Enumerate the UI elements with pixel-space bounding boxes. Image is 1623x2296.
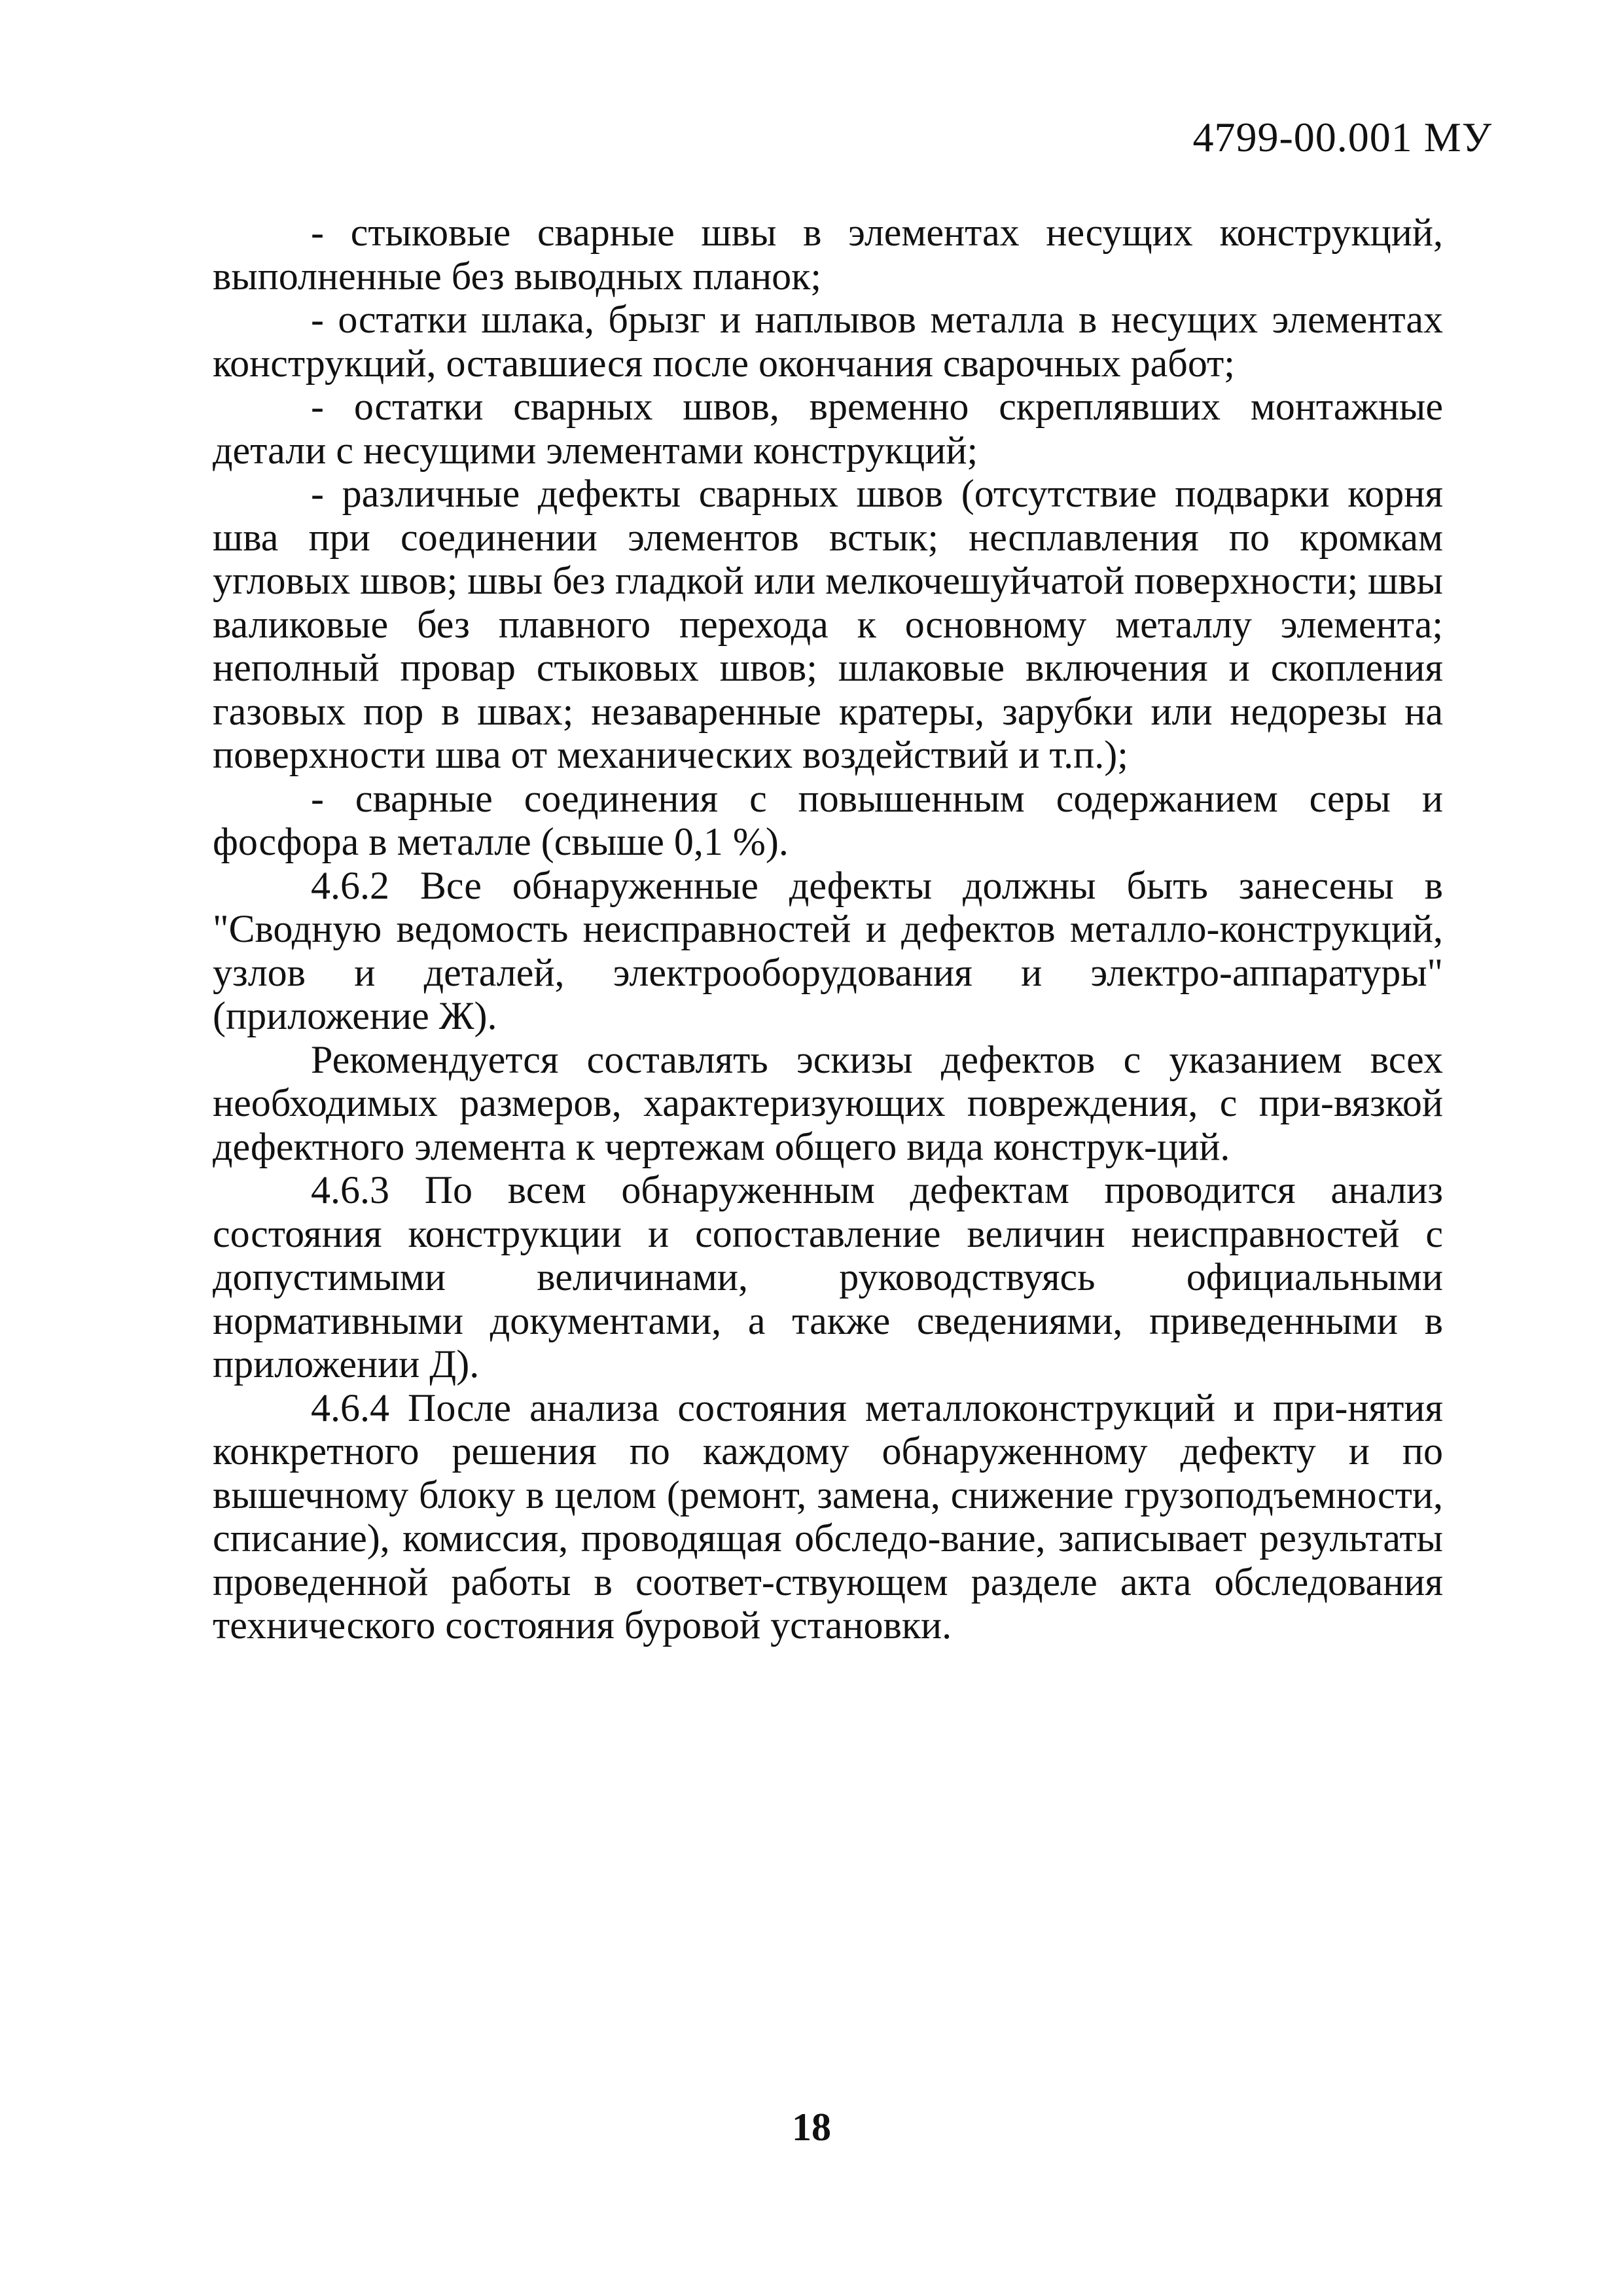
document-code: 4799-00.001 МУ (1192, 114, 1492, 160)
paragraph-butt-welds: - стыковые сварные швы в элементах несущих конструкций, выполненные без выводных планок; (213, 211, 1443, 298)
paragraph-temporary-welds: - остатки сварных швов, временно скреплявших монтажные детали с несущими элементами конструкций; (213, 385, 1443, 472)
paragraph-4-6-4: 4.6.4 После анализа состояния металлоконструкций и при-нятия конкретного решения по каждому обнаруженному дефекту и по вышечному блоку в целом (ремонт, замена, снижение грузоподъемности, списание), комиссия, проводящая обследо-вание, записывает результаты проведенной работы в соответ-ствующем разделе акта обследования технического состояния буровой установки. (213, 1386, 1443, 1647)
body-text (213, 211, 1443, 1647)
paragraph-weld-defects: - различные дефекты сварных швов (отсутствие подварки корня шва при соединении элементов встык; несплавления по кромкам угловых швов; швы без гладкой или мелкочешуйчатой поверхности; швы валиковые без плавного перехода к основному металлу элемента; неполный провар стыковых швов; шлаковые включения и скопления газовых пор в швах; незаваренные кратеры, зарубки или недорезы на поверхности шва от механических воздействий и т.п.); (213, 472, 1443, 776)
paragraph-4-6-3: 4.6.3 По всем обнаруженным дефектам проводится анализ состояния конструкции и сопоставление величин неисправностей с допустимыми величинами, руководствуясь официальными нормативными документами, а также сведениями, приведенными в приложении Д). (213, 1168, 1443, 1386)
paragraph-slag-residues: - остатки шлака, брызг и наплывов металла в несущих элементах конструкций, оставшиеся после окончания сварочных работ; (213, 298, 1443, 385)
paragraph-4-6-2: 4.6.2 Все обнаруженные дефекты должны быть занесены в "Сводную ведомость неисправностей и дефектов металло-конструкций, узлов и деталей, электрооборудования и электро-аппаратуры" (приложение Ж). (213, 863, 1443, 1037)
page-number: 18 (792, 2106, 831, 2149)
paragraph-sulfur-phosphorus: - сварные соединения с повышенным содержанием серы и фосфора в металле (свыше 0,1 %). (213, 776, 1443, 863)
paragraph-sketch-recommendation: Рекомендуется составлять эскизы дефектов с указанием всех необходимых размеров, характеризующих повреждения, с при-вязкой дефектного элемента к чертежам общего вида конструк-ций. (213, 1037, 1443, 1168)
